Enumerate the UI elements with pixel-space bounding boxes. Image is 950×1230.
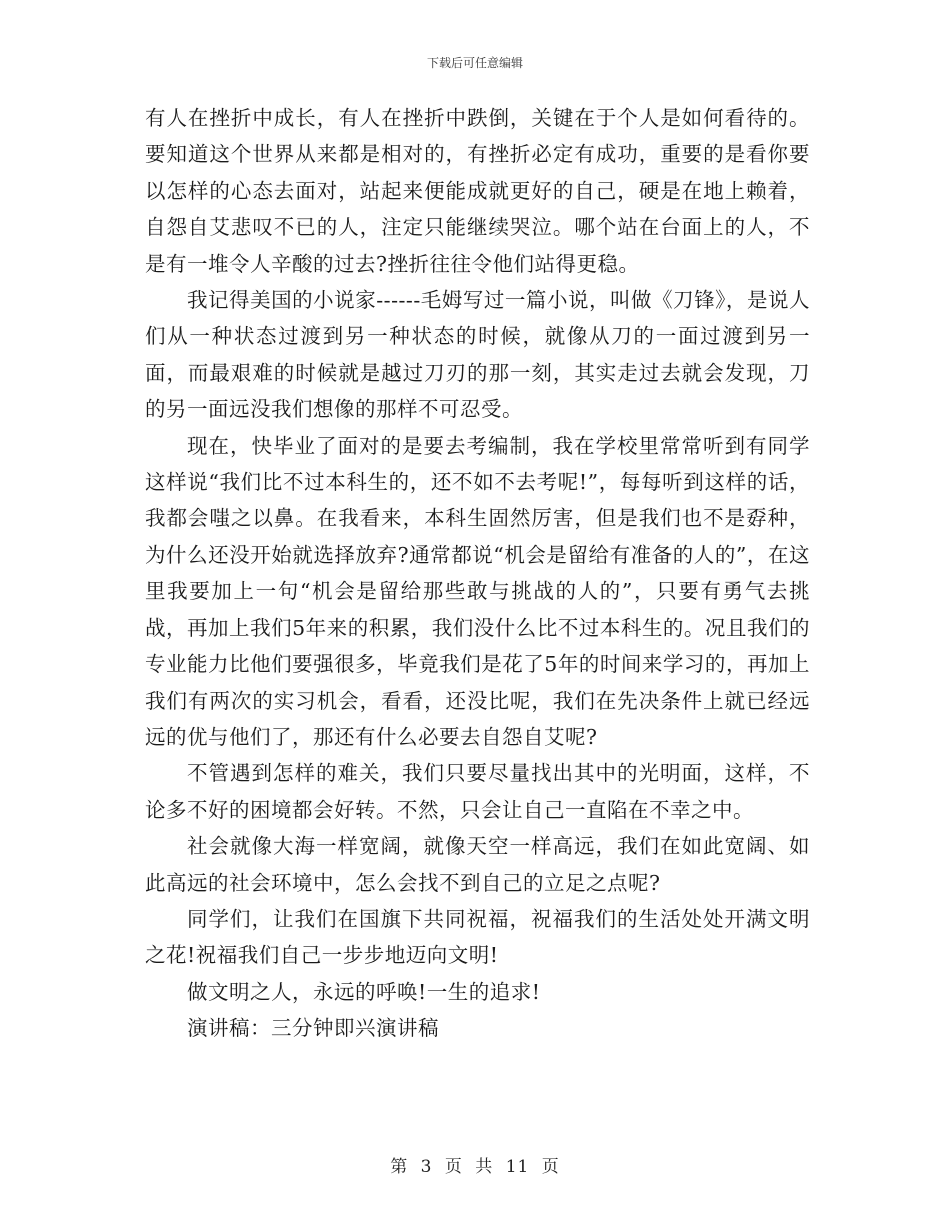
- document-body: [145, 100, 810, 1047]
- paragraph-8: 演讲稿：三分钟即兴演讲稿: [187, 1016, 439, 1041]
- paragraph-4: 不管遇到怎样的难关，我们只要尽量找出其中的光明面，这样，不论多不好的困境都会好转。不然，只会让自己一直陷在不幸之中。: [145, 761, 810, 822]
- paragraph-1: 有人在挫折中成长，有人在挫折中跌倒，关键在于个人是如何看待的。要知道这个世界从来都是相对的，有挫折必定有成功，重要的是看你要以怎样的心态去面对，站起来便能成就更好的自己，硬是在地上赖着，自怨自艾悲叹不已的人，注定只能继续哭泣。哪个站在台面上的人，不是有一堆令人辛酸的过去?挫折往往令他们站得更稳。: [145, 106, 810, 276]
- footer-gong: 共: [475, 1157, 494, 1177]
- page-footer: [0, 1152, 950, 1177]
- paragraph-7: 做文明之人，永远的呼唤!一生的追求!: [187, 979, 541, 1004]
- footer-ye-end: 页: [541, 1157, 560, 1177]
- footer-ye: 页: [444, 1157, 463, 1177]
- footer-di: 第: [390, 1157, 409, 1177]
- footer-total-pages: 11: [505, 1157, 530, 1177]
- paragraph-2: 我记得美国的小说家------毛姆写过一篇小说，叫做《刀锋》，是说人们从一种状态过渡到另一种状态的时候，就像从刀的一面过渡到另一面，而最艰难的时候就是越过刀刃的那一刻，其实走过去就会发现，刀的另一面远没我们想像的那样不可忍受。: [145, 288, 810, 422]
- header-note: 下载后可任意编辑: [426, 56, 523, 70]
- paragraph-6: 同学们，让我们在国旗下共同祝福，祝福我们的生活处处开满文明之花!祝福我们自己一步步地迈向文明!: [145, 906, 810, 968]
- footer-page-number: 3: [420, 1157, 433, 1177]
- paragraph-3: 现在，快毕业了面对的是要去考编制，我在学校里常常听到有同学这样说“我们比不过本科生的，还不如不去考呢!”，每每听到这样的话，我都会嗤之以鼻。在我看来，本科生固然厉害，但是我们也不是孬种，为什么还没开始就选择放弃?通常都说“机会是留给有准备的人的”，在这里我要加上一句“机会是留给那些敢与挑战的人的”，只要有勇气去挑战，再加上我们5年来的积累，我们没什么比不过本科生的。况且我们的专业能力比他们要强很多，毕竟我们是花了5年的时间来学习的，再加上我们有两次的实习机会，看看，还没比呢，我们在先决条件上就已经远远的优与他们了，那还有什么必要去自怨自艾呢?: [145, 433, 810, 749]
- paragraph-5: 社会就像大海一样宽阔，就像天空一样高远，我们在如此宽阔、如此高远的社会环境中，怎么会找不到自己的立足之点呢?: [145, 834, 810, 895]
